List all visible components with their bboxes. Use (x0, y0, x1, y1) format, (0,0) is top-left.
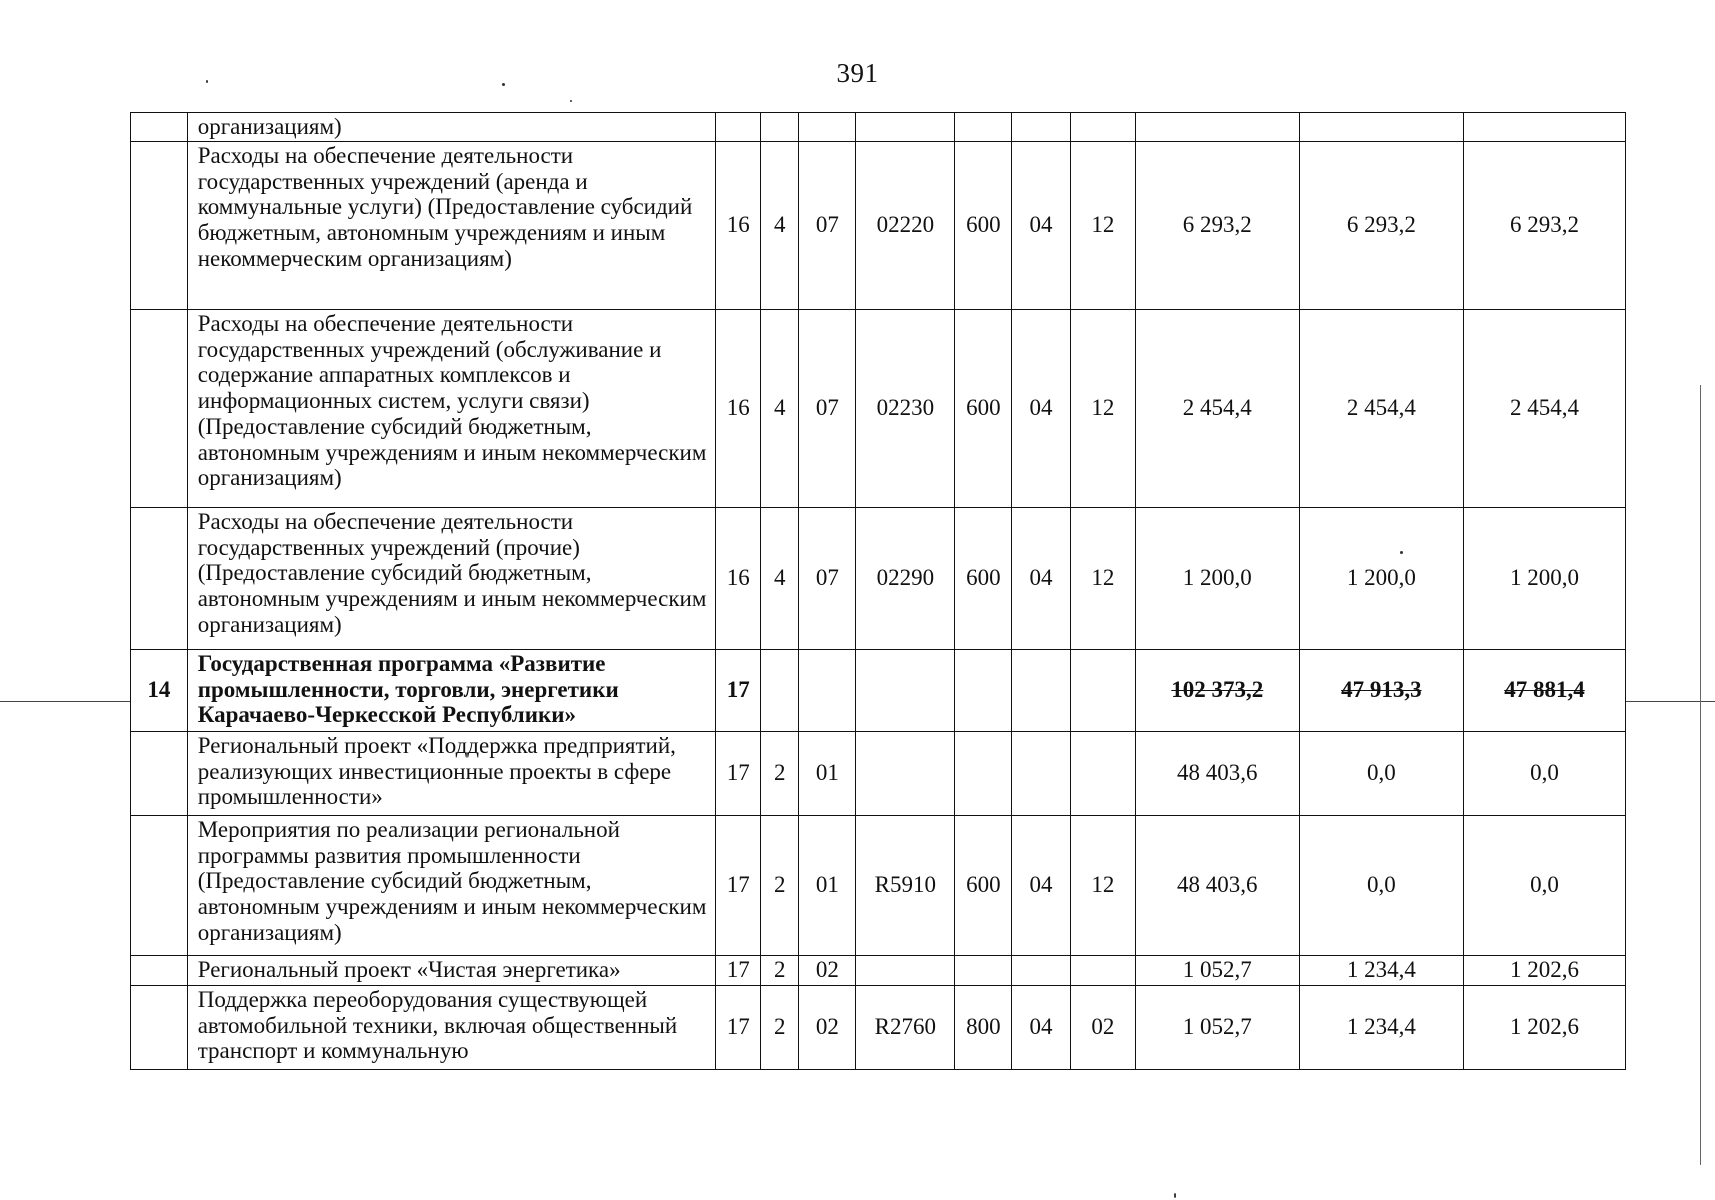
expense-type-cell: 600 (955, 141, 1012, 309)
subsection-cell: 12 (1070, 507, 1135, 649)
direction-cell: R5910 (856, 815, 955, 955)
event-cell: 07 (799, 507, 856, 649)
direction-cell (856, 113, 955, 142)
event-cell: 02 (799, 955, 856, 985)
table-row-program-total (131, 649, 1626, 731)
event-cell: 02 (799, 985, 856, 1069)
program-cell: 17 (716, 815, 761, 955)
row-number-cell (131, 113, 188, 142)
description-cell: Региональный проект «Чистая энергетика» (187, 955, 716, 985)
description-cell: Мероприятия по реализации региональной программы развития промышленности (Предоставление субсидий бюджетным, автономным учреждениям и иным некоммерческим организациям) (187, 815, 716, 955)
year3-amount-cell: 0,0 (1463, 731, 1625, 815)
subprogram-cell: 2 (761, 731, 799, 815)
year2-amount-cell: 0,0 (1299, 815, 1463, 955)
subsection-cell (1070, 731, 1135, 815)
expense-type-cell: 600 (955, 309, 1012, 507)
page-number: 391 (836, 58, 879, 88)
direction-cell (856, 649, 955, 731)
program-cell: 17 (716, 985, 761, 1069)
year2-amount-cell: 6 293,2 (1299, 141, 1463, 309)
subsection-cell: 12 (1070, 141, 1135, 309)
direction-cell: 02290 (856, 507, 955, 649)
scan-speck (206, 80, 208, 83)
event-cell: 01 (799, 731, 856, 815)
row-number-cell (131, 731, 188, 815)
scan-speck (1174, 1193, 1176, 1198)
expense-type-cell: 600 (955, 815, 1012, 955)
subsection-cell: 12 (1070, 309, 1135, 507)
subprogram-cell: 2 (761, 815, 799, 955)
section-cell: 04 (1012, 309, 1071, 507)
event-cell: 01 (799, 815, 856, 955)
year2-amount-cell: 1 234,4 (1299, 955, 1463, 985)
expense-type-cell (955, 113, 1012, 142)
table-row (131, 985, 1626, 1069)
direction-cell: R2760 (856, 985, 955, 1069)
year2-amount-cell: 0,0 (1299, 731, 1463, 815)
row-number-cell (131, 507, 188, 649)
scan-edge-line (1700, 385, 1701, 1165)
row-number-cell (131, 141, 188, 309)
subsection-cell: 12 (1070, 815, 1135, 955)
description-cell: Поддержка переоборудования существующей автомобильной техники, включая общественный транспорт и коммунальную (187, 985, 716, 1069)
program-cell: 17 (716, 955, 761, 985)
description-cell: организациям) (187, 113, 716, 142)
section-cell (1012, 113, 1071, 142)
description-cell: Региональный проект «Поддержка предприятий, реализующих инвестиционные проекты в сфере промышленности» (187, 731, 716, 815)
direction-cell: 02230 (856, 309, 955, 507)
year1-amount-cell: 48 403,6 (1135, 731, 1299, 815)
section-cell: 04 (1012, 141, 1071, 309)
subsection-cell (1070, 649, 1135, 731)
year3-amount-cell: 6 293,2 (1463, 141, 1625, 309)
subprogram-cell (761, 649, 799, 731)
table-row (131, 141, 1626, 309)
row-number-cell (131, 309, 188, 507)
year1-amount-cell: 1 052,7 (1135, 985, 1299, 1069)
row-number-cell (131, 815, 188, 955)
year3-amount-cell: 0,0 (1463, 815, 1625, 955)
direction-cell: 02220 (856, 141, 955, 309)
subsection-cell: 02 (1070, 985, 1135, 1069)
description-cell: Расходы на обеспечение деятельности государственных учреждений (обслуживание и содержание аппаратных комплексов и информационных систем, услуги связи) (Предоставление субсидий бюджетным, автономным учреждениям и иным некоммерческим организациям) (187, 309, 716, 507)
table-row (131, 309, 1626, 507)
year1-amount-cell: 2 454,4 (1135, 309, 1299, 507)
program-cell: 16 (716, 309, 761, 507)
year1-amount-cell: 48 403,6 (1135, 815, 1299, 955)
subsection-cell (1070, 113, 1135, 142)
year1-amount-cell (1135, 113, 1299, 142)
program-cell: 17 (716, 649, 761, 731)
table-body (131, 113, 1626, 1070)
scan-fold-line-left (0, 701, 130, 702)
event-cell: 07 (799, 141, 856, 309)
year3-amount-cell: 47 881,4 (1463, 649, 1625, 731)
program-cell: 16 (716, 141, 761, 309)
budget-table (130, 112, 1626, 1070)
section-cell: 04 (1012, 507, 1071, 649)
table-row (131, 507, 1626, 649)
row-number-cell: 14 (131, 649, 188, 731)
year3-amount-cell: 1 202,6 (1463, 985, 1625, 1069)
year1-amount-cell: 102 373,2 (1135, 649, 1299, 731)
program-cell: 17 (716, 731, 761, 815)
description-cell: Государственная программа «Развитие промышленности, торговли, энергетики Карачаево-Черкесской Республики» (187, 649, 716, 731)
subprogram-cell: 2 (761, 985, 799, 1069)
year2-amount-cell: 1 200,0 (1299, 507, 1463, 649)
section-cell (1012, 649, 1071, 731)
year1-amount-cell: 1 052,7 (1135, 955, 1299, 985)
section-cell: 04 (1012, 815, 1071, 955)
direction-cell (856, 731, 955, 815)
subprogram-cell: 4 (761, 309, 799, 507)
expense-type-cell: 800 (955, 985, 1012, 1069)
expense-type-cell (955, 955, 1012, 985)
year2-amount-cell: 1 234,4 (1299, 985, 1463, 1069)
expense-type-cell (955, 649, 1012, 731)
description-cell: Расходы на обеспечение деятельности государственных учреждений (аренда и коммунальные услуги) (Предоставление субсидий бюджетным, автономным учреждениям и иным некоммерческим организациям) (187, 141, 716, 309)
event-cell: 07 (799, 309, 856, 507)
year2-amount-cell (1299, 113, 1463, 142)
year2-amount-cell: 2 454,4 (1299, 309, 1463, 507)
description-cell: Расходы на обеспечение деятельности государственных учреждений (прочие) (Предоставление субсидий бюджетным, автономным учреждениям и иным некоммерческим организациям) (187, 507, 716, 649)
section-cell (1012, 731, 1071, 815)
program-cell: 16 (716, 507, 761, 649)
year3-amount-cell (1463, 113, 1625, 142)
table-row (131, 731, 1626, 815)
scan-fold-line-right (1626, 701, 1715, 702)
expense-type-cell: 600 (955, 507, 1012, 649)
year3-amount-cell: 2 454,4 (1463, 309, 1625, 507)
event-cell (799, 649, 856, 731)
row-number-cell (131, 985, 188, 1069)
subprogram-cell: 2 (761, 955, 799, 985)
direction-cell (856, 955, 955, 985)
section-cell: 04 (1012, 985, 1071, 1069)
subprogram-cell: 4 (761, 507, 799, 649)
program-cell (716, 113, 761, 142)
scan-speck (570, 100, 572, 102)
year1-amount-cell: 6 293,2 (1135, 141, 1299, 309)
year3-amount-cell: 1 202,6 (1463, 955, 1625, 985)
year2-amount-cell: 47 913,3 (1299, 649, 1463, 731)
expense-type-cell (955, 731, 1012, 815)
subprogram-cell (761, 113, 799, 142)
table-row (131, 955, 1626, 985)
scan-speck (502, 83, 505, 86)
table-row (131, 815, 1626, 955)
event-cell (799, 113, 856, 142)
year1-amount-cell: 1 200,0 (1135, 507, 1299, 649)
subsection-cell (1070, 955, 1135, 985)
row-number-cell (131, 955, 188, 985)
section-cell (1012, 955, 1071, 985)
subprogram-cell: 4 (761, 141, 799, 309)
year3-amount-cell: 1 200,0 (1463, 507, 1625, 649)
table-row (131, 113, 1626, 142)
